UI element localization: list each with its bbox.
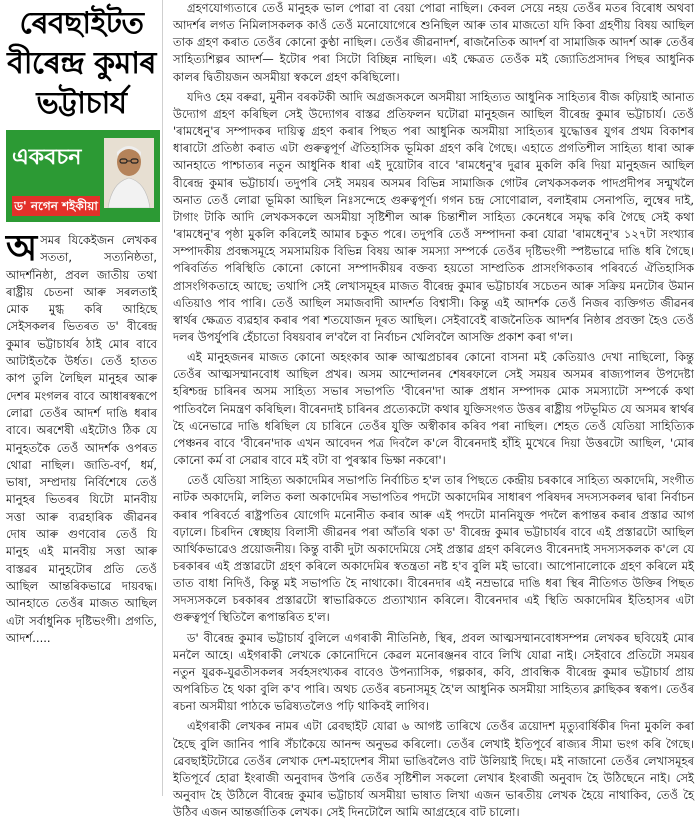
column-name: একবচন xyxy=(12,145,82,170)
author-portrait xyxy=(104,138,154,208)
left-body-text xyxy=(6,228,157,647)
paragraph: ড' বীৰেন্দ্ৰ কুমাৰ ভট্টাচাৰ্য বুলিলে এগৰাকী নীতিনিষ্ঠ, স্থিৰ, প্ৰবল আত্মসম্মানবোধসম্পন্ন লেখকৰ ছবিয়েই মোৰ মনলৈ আহে। এইগৰাকী লেখকে কোনোদিনে কেৱল মনোৰঞ্জনৰ বাবে লিখি যোৱা নাই। সেইবাবে প্ৰতিটো সময়ৰ নতুন যুৱক-যুৱতীসকলৰ সৰ্বহসংখ্যকৰ বাবেও উপন্যাসিক, গল্পকাৰ, কবি, প্ৰাবন্ধিক বীৰেন্দ্ৰ কুমাৰ ভট্টাচাৰ্য প্ৰায় অপৰিচিত হৈ থকা বুলি ক'ব পাৰি। অথচ তেওঁৰ ৰচনাসমূহ হৈ'ল আধুনিক অসমীয়া সাহিত্যৰ ক্লাছিকৰ স্বৰূপ। তেওঁৰ ৰচনা অসমীয়া পাঠকে ভৱিষ্যতলৈও পঢ়ি থাকিবই লাগিব। xyxy=(173,630,694,714)
paragraph: এইগৰাকী লেখকৰ নামৰ এটা ৱেবছাইট যোৱা ৬ আগষ্ট তাৰিখে তেওঁৰ ত্ৰয়োদশ মৃত্যুবাৰ্ষিকীৰ দিনা মুকলি কৰা হৈছে বুলি জানিব পাৰি সঁচাকৈয়ে আনন্দ অনুভৱ কৰিলো। তেওঁৰ লেখাই ইতিপূৰ্বে ৰাজ্যৰ সীমা ভংগ কৰি গৈছে। ৱেবছাইটটোৱে তেওঁৰ লেখাক দেশ-মহাদেশৰ সীমা ভাঙিবলৈও বাট উলিয়াই দিছে। মই নাজানো তেওঁৰ লেখাসমূহৰ ইতিপূৰ্বে হোৱা ইংৰাজী অনুবাদৰ উপৰি তেওঁৰ সৃষ্টিশীল সকলো লেখাৰ ইংৰাজী অনুবাদ হৈ উঠিছেনে নাই। সেই অনুবাদ হৈ উঠিলে বীৰেন্দ্ৰ কুমাৰ ভট্টাচাৰ্য অসমীয়া ভাষাত লিখা এজন ভাৰতীয় লেখক হৈয়ে নাথাকিব, তেওঁ হৈ উঠিব এজন আন্তৰ্জাতিক লেখক। সেই দিনটোলৈ আমি আগ্ৰহেৰে বাট চালো। xyxy=(173,719,694,820)
paragraph: এই মানুহজনৰ মাজত কোনো অহংকাৰ আৰু আত্মপ্ৰচাৰৰ কোনো বাসনা মই কেতিয়াও দেখা নাছিলো, কিন্তু তেওঁৰ আত্মসম্মানবোধ আছিল প্ৰখৰ। অসম আন্দোলনৰ শেষৰফালে সেই সময়ৰ অসমৰ ৰাজ্যপালৰ উপদেষ্টা হৰিশ্চন্দ্ৰ চাৰিনৰ অসম সাহিত্য সভাৰ সভাপতি 'বীৰেন'দা আৰু প্ৰধান সম্পাদক মোক সমস্যাটো সম্পৰ্কে কথা পাতিবলৈ নিমন্ত্ৰণ কৰিছিল। বীৰেনদাই চাৰিনৰ প্ৰত্যেকটো কথাৰ যুক্তিসংগত উত্তৰ ৰাষ্ট্ৰীয় পটভূমিত যে অসমৰ স্বাৰ্থৰ হৈ এনেভাৱে দাঙি ধৰিছিল যে চাৰিনে তেওঁৰ যুক্তি অস্বীকাৰ কৰিব পৰা নাছিল। শেহত তেওঁ যেতিয়া সাহিত্যিক পেঞ্চনৰ বাবে 'বীৰেন'দাক এখন আবেদন পত্ৰ দিবলৈ ক'লে বীৰেনদাই হাঁহি মুখেৰে দিয়া উত্তৰটো আছিল, 'মোৰ কোনো কৰ্ম বা সেৱাৰ বাবে মই বটা বা পুৰস্কাৰ ভিক্ষা নকৰো'। xyxy=(173,350,694,468)
drop-cap: অ xyxy=(6,228,38,269)
paragraph: তেওঁ যেতিয়া সাহিত্য অকাদেমিৰ সভাপতি নিৰ্বাচিত হ'ল তাৰ পিছতে কেন্দ্ৰীয় চৰকাৰে সাহিত্য অকাদেমি, সংগীত নাটক অকাদেমি, ললিত কলা অকাদেমিৰ সভাপতিৰ পদটো অকাদেমিৰ সাধাৰণ পৰিষদৰ সদস্যসকলৰ দ্বাৰা নিৰ্বাচন কৰাৰ পৰিবৰ্তে ৰাষ্ট্ৰপতিৰ যোগেদি মনোনীত কৰাৰ আৰু এই পদটো মাননিযুক্ত পদলৈ ৰূপান্তৰ কৰাৰ প্ৰস্তাৱ আগ বঢ়ালে। চিৰদিন স্বেচ্ছায় বিলাসী জীৱনৰ পৰা আঁতৰি থকা ড' বীৰেন্দ্ৰ কুমাৰ ভট্টাচাৰ্যৰ বাবে এই প্ৰস্তাৱটো আছিল আৰ্থিকভাৱেও প্ৰয়োজনীয়। কিন্তু বাকী দুটা অকাদেমিয়ে সেই প্ৰস্তাৱ গ্ৰহণ কৰিলেও বীৰেনদাই সদস্যসকলক ক'লে যে চৰকাৰৰ এই প্ৰস্তাৱটো গ্ৰহণ কৰিলে অকাদেমিৰ স্বতন্ত্ৰতা নষ্ট হ'ব বুলি মই ভাবো। আপোনালোকে গ্ৰহণ কৰিলে মই তাত বাধা নিদিওঁ, কিন্তু মই সভাপতি হৈ নাথাকো। বীৰেনদাৰ এই নম্ৰভাৱে দাঙি ধৰা স্থিৰ নীতিগত উক্তিৰ পিছত সদস্যসকলে চৰকাৰৰ প্ৰস্তাৱটো স্বাভাৱিকতে প্ৰত্যাখ্যান কৰিলে। বীৰেনদাৰ এই স্থিতি অকাদেমিৰ ইতিহাসৰ এটা গুৰুত্বপূৰ্ণ স্থিতিলৈ ৰূপান্তৰিত হ'ল। xyxy=(173,473,694,625)
author-portrait-image xyxy=(104,138,154,208)
column-author: ড' নগেন শইকীয়া xyxy=(12,196,100,216)
column-banner xyxy=(6,130,160,222)
left-paragraph: সমৰ যিকেইজন লেখকৰ সততা, সত্যনিষ্ঠতা, আদৰ্শনিষ্ঠা, প্ৰবল জাতীয় তথা ৰাষ্ট্ৰীয় চেতনা আৰু সৰলতাই মোক মুগ্ধ কৰি আহিছে সেইসকলৰ ভিতৰত ড' বীৰেন্দ্ৰ কুমাৰ ভট্টাচাৰ্যৰ ঠাই মোৰ বাবে আটাইতকৈ উৰ্ধত। তেওঁ হাতত কাপ তুলি লৈছিল মানুহৰ আৰু দেশৰ মংগলৰ বাবে আধাৰস্বৰূপে লোৱা তেওঁৰ আদৰ্শ দাঙি ধৰাৰ বাবে। অৰশেষী এইটোও ঠিক যে মানুহতকৈ তেওঁ আদৰ্শক ওপৰত থোৱা নাছিল। জাতি-বৰ্ণ, ধৰ্ম, ভাষা, সম্প্ৰদায় নিৰ্বিশেষে তেওঁ মানুহৰ ভিতৰৰ যিটো মানবীয় সত্তা আৰু ব্যৱহাৰিক জীৱনৰ দোষ আৰু গুণবোৰ তেওঁ যি মানুহ এই মানবীয় সত্তা আৰু বাস্তৱৰ মানুহটোৰ প্ৰতি তেওঁ আছিল আন্তৰিকভাৱে দায়বদ্ধ। আনহাতে তেওঁৰ মাজত আছিল এটা সৰ্বাধুনিক দৃষ্টিভংগী। প্ৰগতি, আদৰ্শ..... xyxy=(6,233,157,645)
right-column xyxy=(162,0,694,820)
headline: ৰেবছাইটত বীৰেন্দ্ৰ কুমাৰ ভট্টাচাৰ্য xyxy=(7,6,156,121)
paragraph: যদিও হেম বৰুৱা, মুনীন বৰকটকী আদি অগ্ৰজসকলে অসমীয়া সাহিত্যত আধুনিক সাহিত্যৰ বীজ কঢ়িয়াই আনাত উদ্যোগ গ্ৰহণ কৰিছিল সেই উদ্যোগৰ বাস্তৱ প্ৰতিফলন ঘটোৱা মানুহজন আছিল বীৰেন্দ্ৰ কুমাৰ ভট্টাচাৰ্য। তেওঁ 'ৰামধেনু'ৰ সম্পাদকৰ দায়িত্ব গ্ৰহণ কৰাৰ পিছত পৰা আধুনিক অসমীয়া সাহিত্যৰ যুদ্ধোত্তৰ যুগৰ প্ৰথম বিকাশৰ ধাৰাটো প্ৰতিষ্ঠা কৰাত এটা গুৰুত্বপূৰ্ণ ঐতিহাসিক ভূমিকা গ্ৰহণ কৰি গৈছে। এহাতে প্ৰগতিশীল সাহিত্য ধাৰা আৰু আনহাতে পাশ্চাত্যৰ নতুন আধুনিক ধাৰা এই দুয়োটাৰ বাবে 'ৰামধেনু'ৰ দুৱাৰ মুকলি কৰি দিয়া মানুহজন আছিল বীৰেন্দ্ৰ কুমাৰ ভট্টাচাৰ্য। তদুপৰি সেই সময়ৰ অসমৰ বিভিন্ন সামাজিক গোটৰ লেখকসকলক পাদপ্ৰদীপৰ সন্মুখলৈ অনাত তেওঁ লোৱা ভূমিকা আছিল নিঃসন্দেহে গুৰুত্বপূৰ্ণ। গগন চন্দ্ৰ সোণোৱাল, বলাইৰাম সেনাপতি, লুম্বেৰ দাই, টাগাং টাকি আদি লেখকসকলে অসমীয়া সৃষ্টিশীল আৰু চিন্তাশীল সাহিত্য কেনেধৰে সমৃদ্ধ কৰি গৈছে সেই কথা 'ৰামধেনু'ৰ পৃষ্ঠা মুকলি কৰিলেই আমাৰ চকুত পৰে। তদুপৰি তেওঁ সম্পাদনা কৰা যোৱা 'ৰামধেনু'ৰ ১২৭টা সংখ্যাৰ সম্পাদকীয় প্ৰবন্ধসমূহে সমসাময়িক বিভিন্ন বিষয় আৰু সমস্যা সম্পৰ্কে তেওঁৰ দৃষ্টিভংগী স্পষ্টভাৱে দাঙি ধৰি গৈছে। পৰিবৰ্তিত পৰিস্থিতি কোনো কোনো সম্পাদকীয়ৰ বক্তব্য হয়তো সাম্প্ৰতিক প্ৰাসংগিকতাৰ পৰিবৰ্তে ঐতিহাসিক প্ৰাসংগিকতাহে আছে; তথাপি সেই লেখাসমূহৰ মাজত বীৰেন্দ্ৰ কুমাৰ ভট্টাচাৰ্যৰ সচেতন আৰু সক্ৰিয় মনটোৰ উমান এতিয়াও পাব পাৰি। তেওঁ আছিল সমাজবাদী আদৰ্শত বিশ্বাসী। কিন্তু এই আদৰ্শক তেওঁ নিজৰ ব্যক্তিগত জীৱনৰ স্বাৰ্থৰ ক্ষেত্ৰত ব্যৱহাৰ কৰাৰ পৰা শতযোজন দূৰত আছিল। সেইবাবেই ৰাজনৈতিক আদৰ্শৰ নিষ্ঠাৰ প্ৰবক্তা হৈও তেওঁ দলৰ উপৰ্যুপৰি হেঁচাতো বিষয়বাৰ ল'বলৈ বা নিৰ্বাচন খেলিবলৈ আসক্তি প্ৰকাশ কৰা গ'ল। xyxy=(173,89,694,344)
paragraph: গ্ৰহণযোগ্যতাৰে তেওঁ মানুহক ভাল পোৱা বা বেয়া পোৱা নাছিল। কেবল সেয়ে নহয় তেওঁৰ মতৰ বিৰোধ অথবা আদৰ্শৰ লগত নিমিলাসকলক কাওঁ তেওঁ মনোযোগেৰে শুনিছিল আৰু তাৰ মাজতো যদি কিবা গ্ৰহণীয় বিষয় আছিল তাক গ্ৰহণ কৰাত তেওঁৰ কোনো কুণ্ঠা নাছিল। তেওঁৰ জীৱনাদৰ্শ, ৰাজনৈতিক আদৰ্শ বা সামাজিক আদৰ্শ আৰু তেওঁৰ সাহিত্যশিল্পৰ আদৰ্শ— ইটোৰ পৰা সিটো বিচ্ছিন্ন নাছিল। এই ক্ষেত্ৰত তেওঁক মই জ্যোতিপ্ৰসাদৰ পিছৰ আধুনিক কালৰ দ্বিতীয়জন অসমীয়া স্বকলে গ্ৰহণ কৰিছিলো। xyxy=(173,1,694,84)
left-column xyxy=(0,0,160,796)
